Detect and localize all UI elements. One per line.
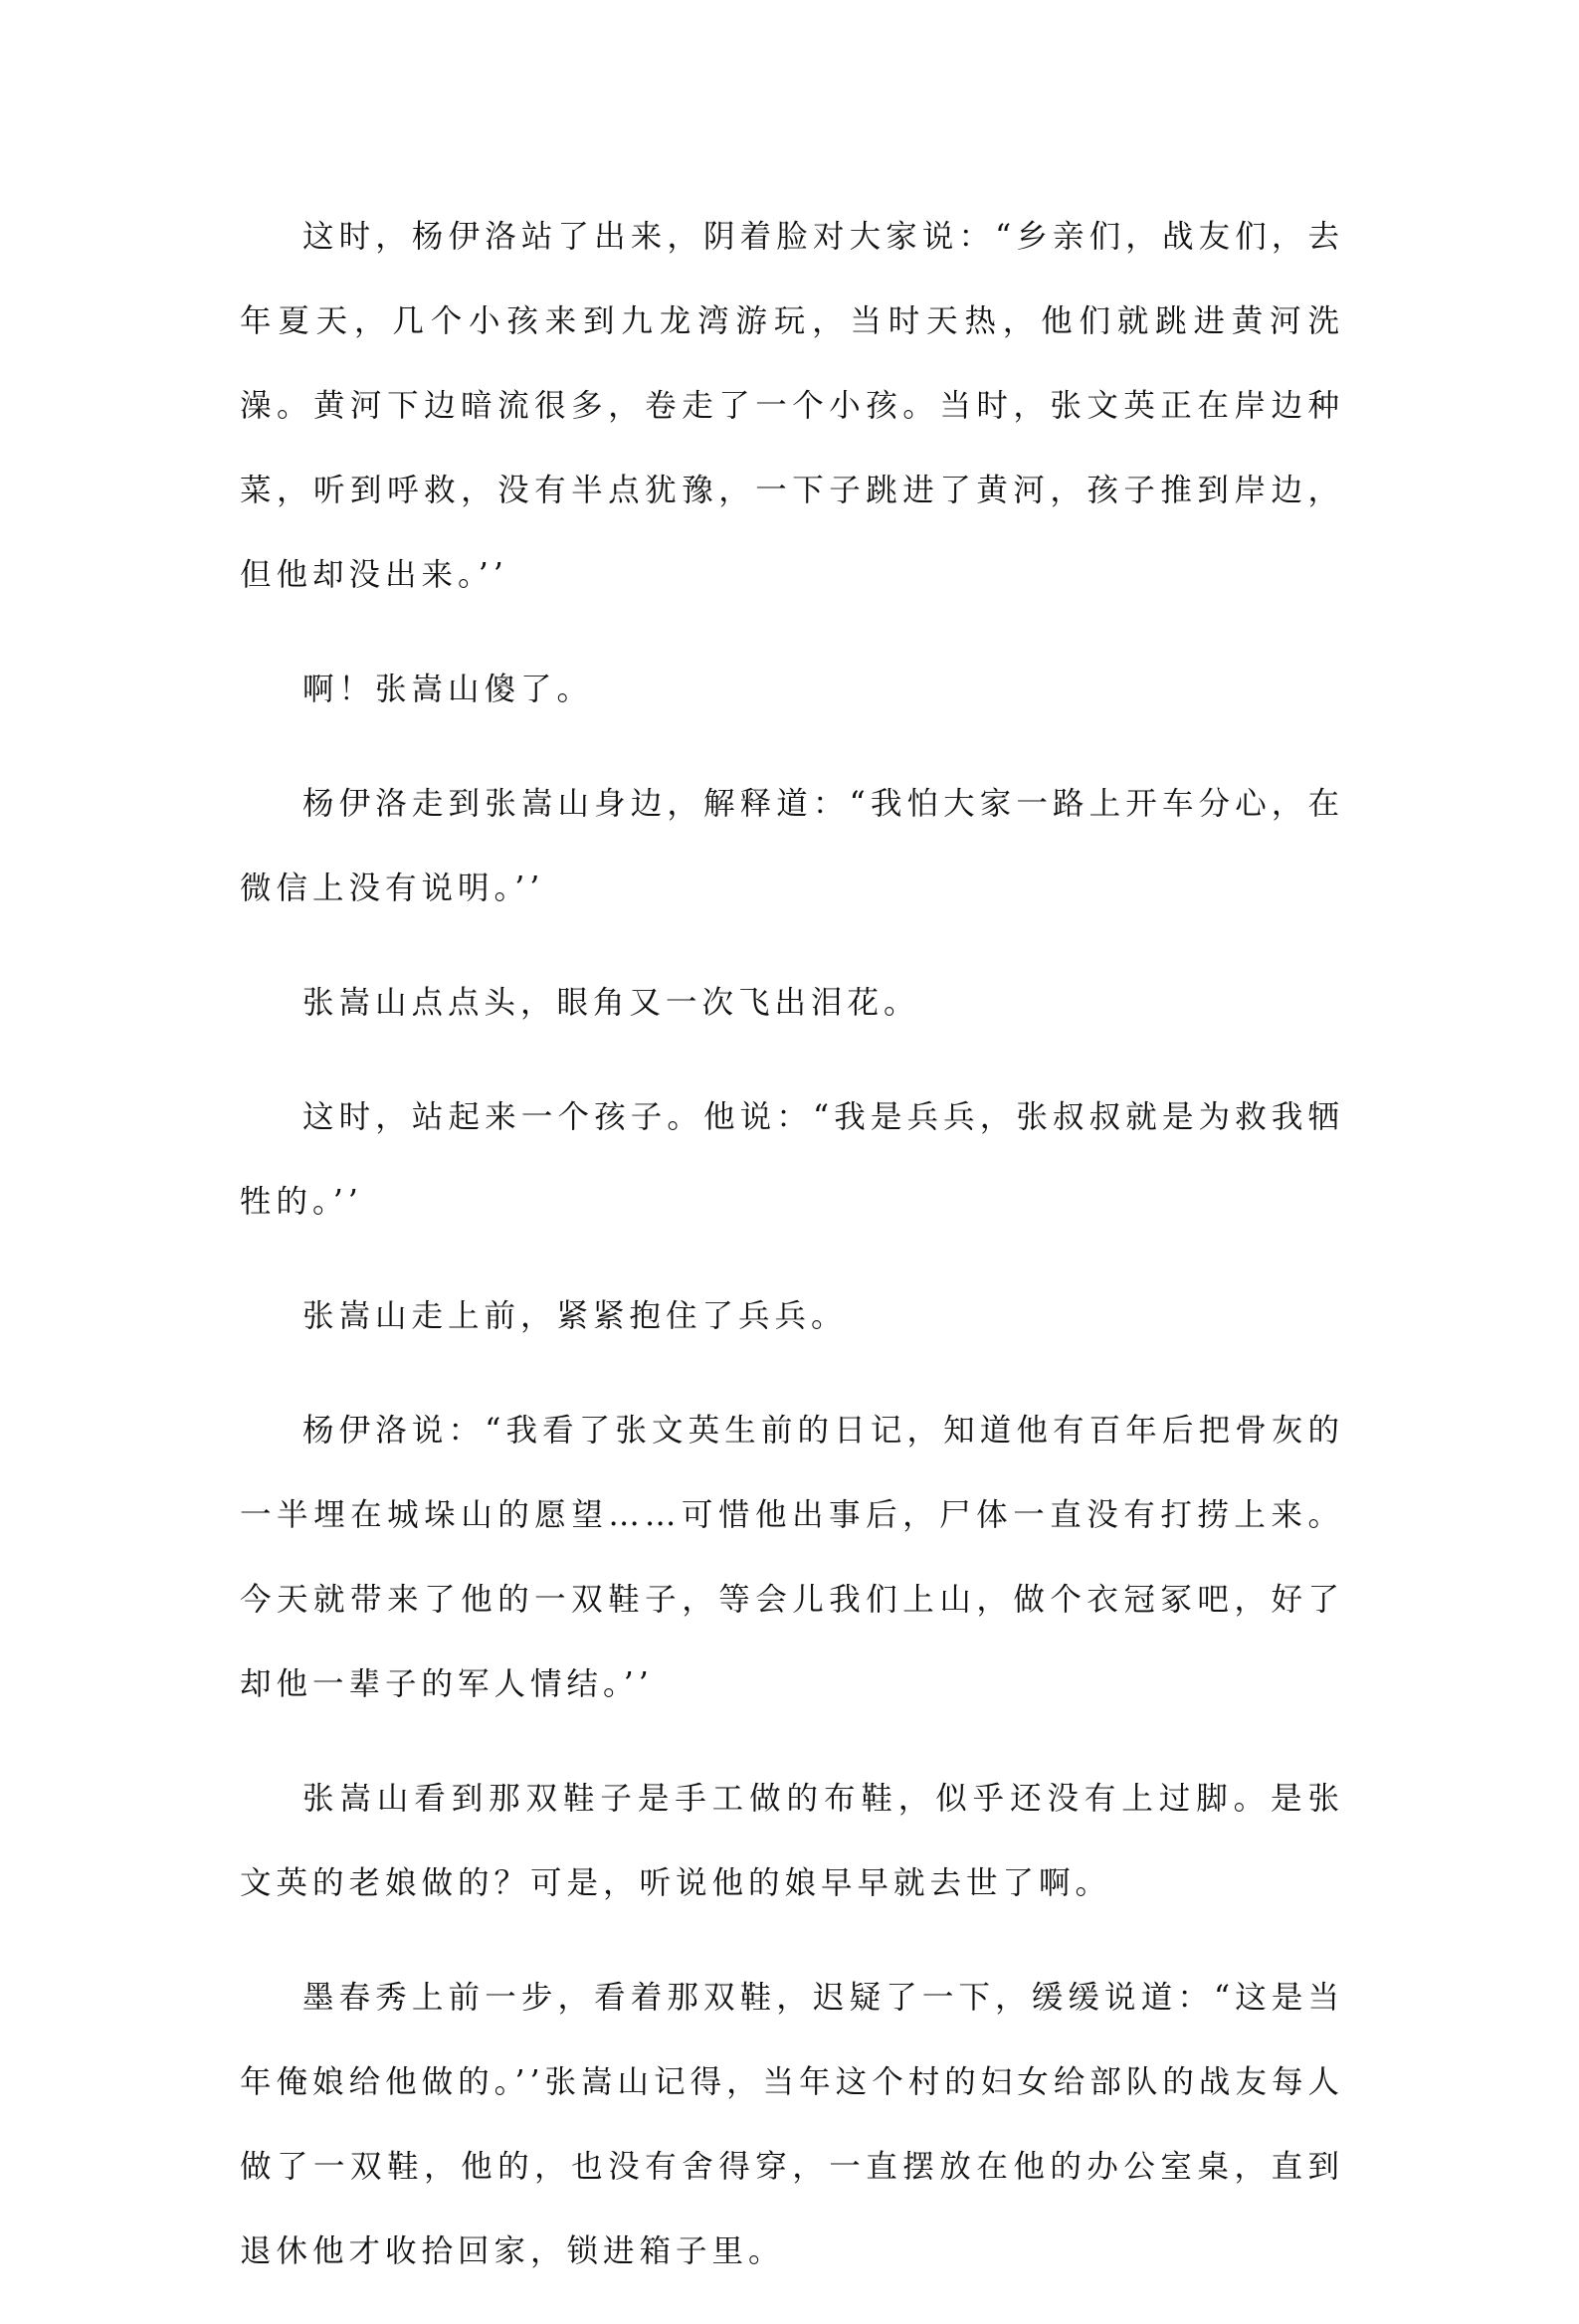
paragraph-2: 啊！张嵩山傻了。 (302, 672, 594, 707)
document-body (240, 195, 1344, 2324)
paragraph-4: 张嵩山点点头，眼角又一次飞出泪花。 (302, 985, 920, 1021)
paragraph-7: 杨伊洛说：“我看了张文英生前的日记，知道他有百年后把骨灰的一半埋在城垛山的愿望……可惜他出事后，尸体一直没有打捞上来。今天就带来了他的一双鞋子，等会儿我们上山，做个衣冠冢吧，好了却他一辈子的军人情结。’’ (240, 1413, 1344, 1702)
paragraph-3: 杨伊洛走到张嵩山身边，解释道：“我怕大家一路上开车分心，在微信上没有说明。’’ (240, 786, 1344, 906)
paragraph-5: 这时，站起来一个孩子。他说：“我是兵兵，张叔叔就是为救我牺牲的。’’ (240, 1099, 1344, 1220)
paragraph-8: 张嵩山看到那双鞋子是手工做的布鞋，似乎还没有上过脚。是张文英的老娘做的？可是，听说他的娘早早就去世了啊。 (240, 1781, 1344, 1901)
paragraph-9: 墨春秀上前一步，看着那双鞋，迟疑了一下，缓缓说道：“这是当年俺娘给他做的。’’张嵩山记得，当年这个村的妇女给部队的战友每人做了一双鞋，他的，也没有舍得穿，一直摆放在他的办公室桌，直到退休他才收拾回家，锁进箱子里。 (240, 1980, 1344, 2269)
paragraph-6: 张嵩山走上前，紧紧抱住了兵兵。 (302, 1298, 848, 1334)
paragraph-1: 这时，杨伊洛站了出来，阴着脸对大家说：“乡亲们，战友们，去年夏天，几个小孩来到九龙湾游玩，当时天热，他们就跳进黄河洗澡。黄河下边暗流很多，卷走了一个小孩。当时，张文英正在岸边种菜，听到呼救，没有半点犹豫，一下子跳进了黄河，孩子推到岸边，但他却没出来。’’ (240, 219, 1344, 593)
